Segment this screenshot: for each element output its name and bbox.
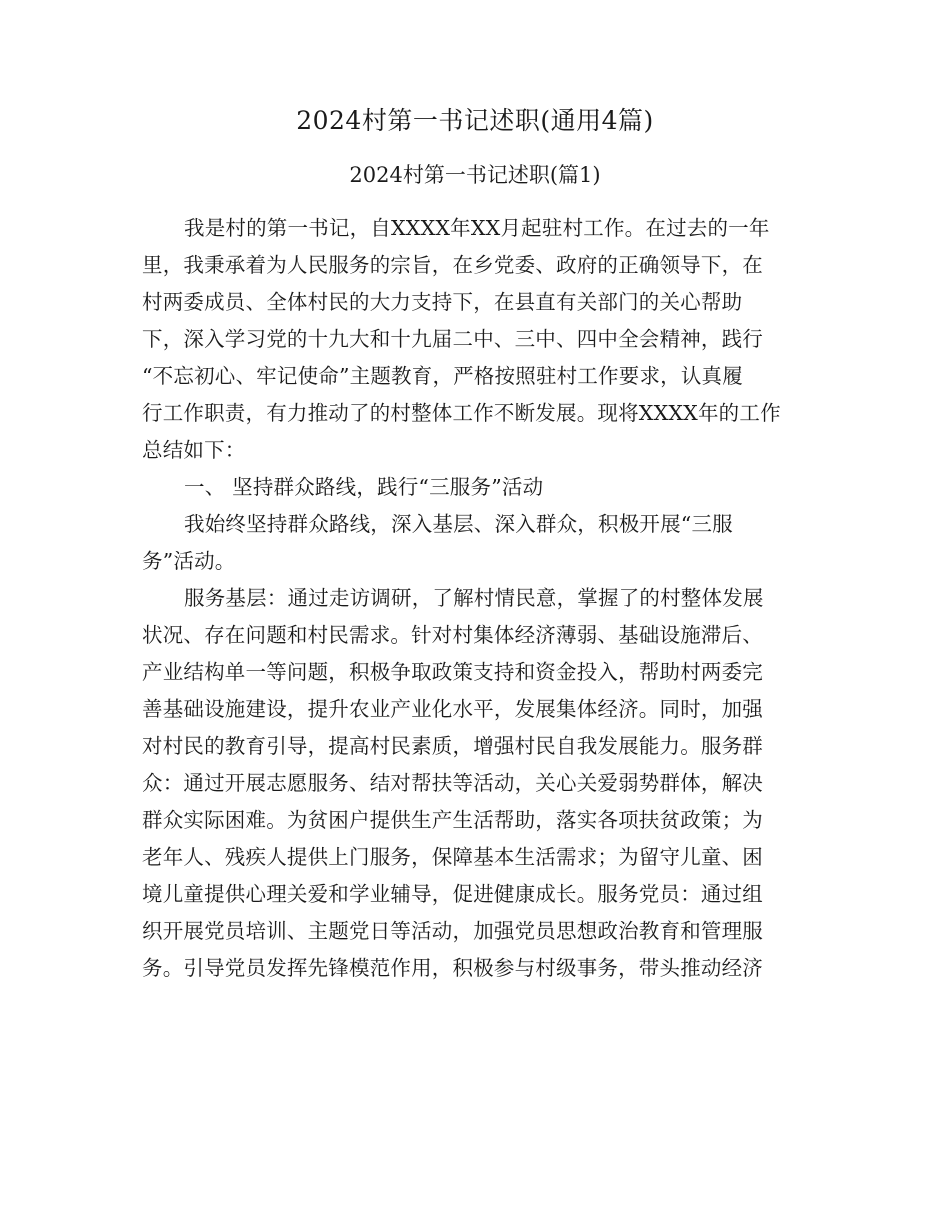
paragraph-2-line-2: 务”活动。 bbox=[142, 549, 236, 573]
paragraph-3-line-1: 服务基层：通过走访调研，了解村情民意，掌握了的村整体发展 bbox=[184, 586, 764, 610]
paragraph-3-line-3: 产业结构单一等问题，积极争取政策支持和资金投入，帮助村两委完 bbox=[142, 660, 763, 684]
paragraph-3-line-2: 状况、存在问题和村民需求。针对村集体经济薄弱、基础设施滞后、 bbox=[142, 623, 763, 647]
document-subtitle: 2024村第一书记述职(篇1) bbox=[349, 163, 601, 187]
paragraph-1-line-4: 下，深入学习党的十九大和十九届二中、三中、四中全会精神，践行 bbox=[142, 327, 763, 351]
paragraph-1-line-3: 村两委成员、全体村民的大力支持下，在县直有关部门的关心帮助 bbox=[142, 290, 743, 314]
document-body bbox=[142, 210, 810, 987]
paragraph-3-line-7: 群众实际困难。为贫困户提供生产生活帮助，落实各项扶贫政策；为 bbox=[142, 808, 763, 832]
paragraph-1-line-6: 行工作职责，有力推动了的村整体工作不断发展。现将XXXX年的工作 bbox=[142, 401, 781, 425]
section-heading-1: 一、 坚持群众路线，践行“三服务”活动 bbox=[184, 475, 544, 499]
paragraph-3-line-4: 善基础设施建设，提升农业产业化水平，发展集体经济。同时，加强 bbox=[142, 697, 763, 721]
paragraph-3-line-8: 老年人、残疾人提供上门服务，保障基本生活需求；为留守儿童、困 bbox=[142, 845, 763, 869]
paragraph-1-line-5: “不忘初心、牢记使命”主题教育，严格按照驻村工作要求，认真履 bbox=[142, 364, 743, 388]
paragraph-1-line-7: 总结如下： bbox=[142, 438, 246, 462]
paragraph-3-line-10: 织开展党员培训、主题党日等活动，加强党员思想政治教育和管理服 bbox=[142, 919, 763, 943]
paragraph-1-line-1: 我是村的第一书记，自XXXX年XX月起驻村工作。在过去的一年 bbox=[184, 216, 770, 240]
paragraph-3-line-5: 对村民的教育引导，提高村民素质，增强村民自我发展能力。服务群 bbox=[142, 734, 763, 758]
paragraph-3-line-9: 境儿童提供心理关爱和学业辅导，促进健康成长。服务党员：通过组 bbox=[142, 882, 763, 906]
paragraph-3-line-6: 众：通过开展志愿服务、结对帮扶等活动，关心关爱弱势群体，解决 bbox=[142, 771, 763, 795]
paragraph-3-line-11: 务。引导党员发挥先锋模范作用，积极参与村级事务，带头推动经济 bbox=[142, 956, 763, 980]
paragraph-2-line-1: 我始终坚持群众路线，深入基层、深入群众，积极开展“三服 bbox=[184, 512, 733, 536]
paragraph-1-line-2: 里，我秉承着为人民服务的宗旨，在乡党委、政府的正确领导下，在 bbox=[142, 253, 763, 277]
document-title: 2024村第一书记述职(通用4篇) bbox=[296, 106, 654, 135]
